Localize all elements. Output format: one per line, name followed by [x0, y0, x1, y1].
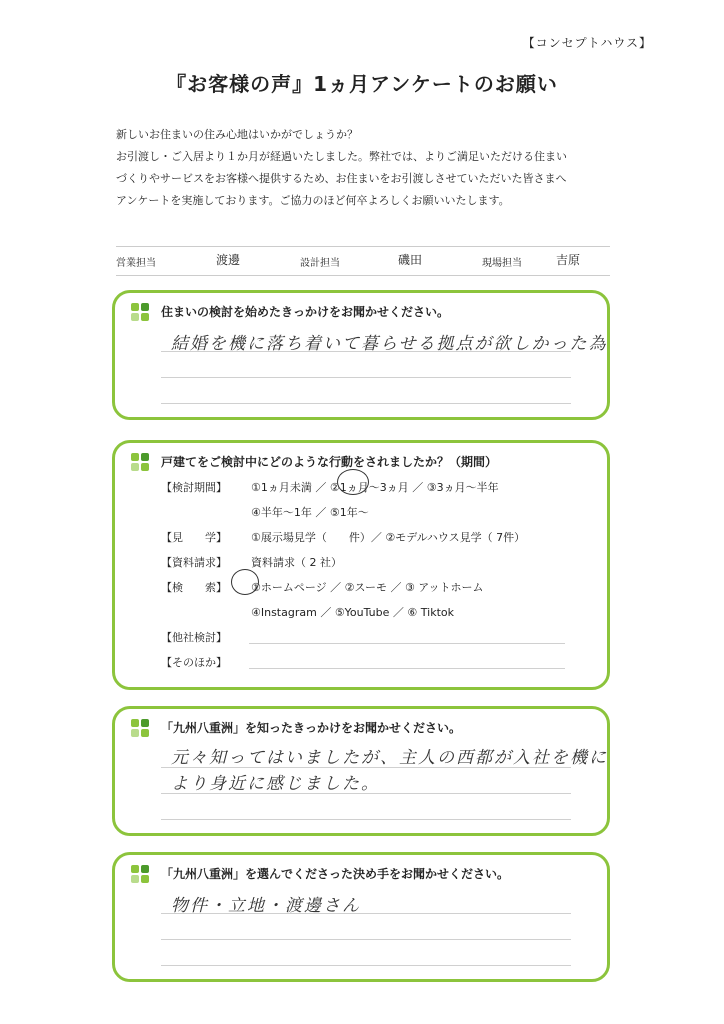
sales-label: 営業担当	[116, 258, 156, 269]
answer-line	[161, 793, 571, 794]
intro-line: アンケートを実施しております。ご協力のほど何卒よろしくお願いいたします。	[116, 194, 510, 207]
brand-logo-icon	[131, 865, 155, 885]
intro-text	[116, 124, 636, 212]
answer-line	[161, 965, 571, 966]
answer-line	[161, 767, 571, 768]
row-options: 資料請求（ 2 社）	[251, 556, 342, 569]
answer-line	[161, 351, 571, 352]
answer-line	[161, 377, 571, 378]
staff-row	[116, 246, 610, 276]
row-options: ①1ヵ月未満 ／ ②1ヵ月〜3ヵ月 ／ ③3ヵ月〜半年	[251, 481, 499, 494]
row-label: 【他社検討】	[161, 631, 227, 644]
answer-text: 物件・立地・渡邊さん	[171, 896, 361, 916]
answer-text: より身近に感じました。	[171, 774, 380, 794]
page-title: 『お客様の声』1ヵ月アンケートのお願い	[166, 72, 558, 96]
answer-line	[249, 668, 565, 669]
row-options: ①ホームページ ／ ②スーモ ／ ③ アットホーム	[251, 581, 484, 594]
answer-line	[161, 403, 571, 404]
intro-line: 新しいお住まいの住み心地はいかがでしょうか？	[116, 128, 358, 141]
brand-logo-icon	[131, 453, 155, 473]
row-label: 【そのほか】	[161, 656, 227, 669]
question-text: 住まいの検討を始めたきっかけをお聞かせください。	[161, 305, 450, 319]
question-card-2	[112, 440, 610, 690]
sales-value: 渡邊	[216, 253, 241, 267]
question-card-3	[112, 706, 610, 836]
brand-logo-icon	[131, 303, 155, 323]
question-text: 戸建てをご検討中にどのような行動をされましたか？（期間）	[161, 455, 498, 469]
question-card-4	[112, 852, 610, 982]
answer-text: 元々知ってはいましたが、主人の西都が入社を機に	[171, 748, 608, 768]
row-options: ④半年〜1年 ／ ⑤1年〜	[251, 506, 369, 519]
row-options: ④Instagram ／ ⑤YouTube ／ ⑥ Tiktok	[251, 606, 454, 619]
answer-line	[161, 939, 571, 940]
intro-line: お引渡し・ご入居より１か月が経過いたしました。弊社では、よりご満足いただける住まい	[116, 150, 567, 163]
row-label: 【資料請求】	[161, 556, 227, 569]
row-label: 【見 学】	[161, 531, 227, 544]
question-card-1	[112, 290, 610, 420]
answer-text: 結婚を機に落ち着いて暮らせる拠点が欲しかった為	[171, 334, 608, 354]
document-tag: 【コンセプトハウス】	[522, 36, 652, 50]
design-value: 磯田	[398, 253, 423, 267]
row-label: 【検 索】	[161, 581, 227, 594]
row-options: ①展示場見学（ 件）／ ②モデルハウス見学（ 7件）	[251, 531, 526, 544]
selection-circle	[337, 469, 369, 495]
site-label: 現場担当	[482, 258, 522, 269]
design-label: 設計担当	[300, 258, 340, 269]
answer-line	[249, 643, 565, 644]
brand-logo-icon	[131, 719, 155, 739]
answer-line	[161, 913, 571, 914]
question-text: 「九州八重洲」を知ったきっかけをお聞かせください。	[161, 721, 462, 735]
intro-line: づくりやサービスをお客様へ提供するため、お住まいをお引渡しさせていただいた皆さまへ	[116, 172, 567, 185]
selection-circle	[231, 569, 259, 595]
answer-line	[161, 819, 571, 820]
site-value: 吉原	[556, 253, 581, 267]
question-text: 「九州八重洲」を選んでくださった決め手をお聞かせください。	[161, 867, 510, 881]
row-label: 【検討期間】	[161, 481, 227, 494]
